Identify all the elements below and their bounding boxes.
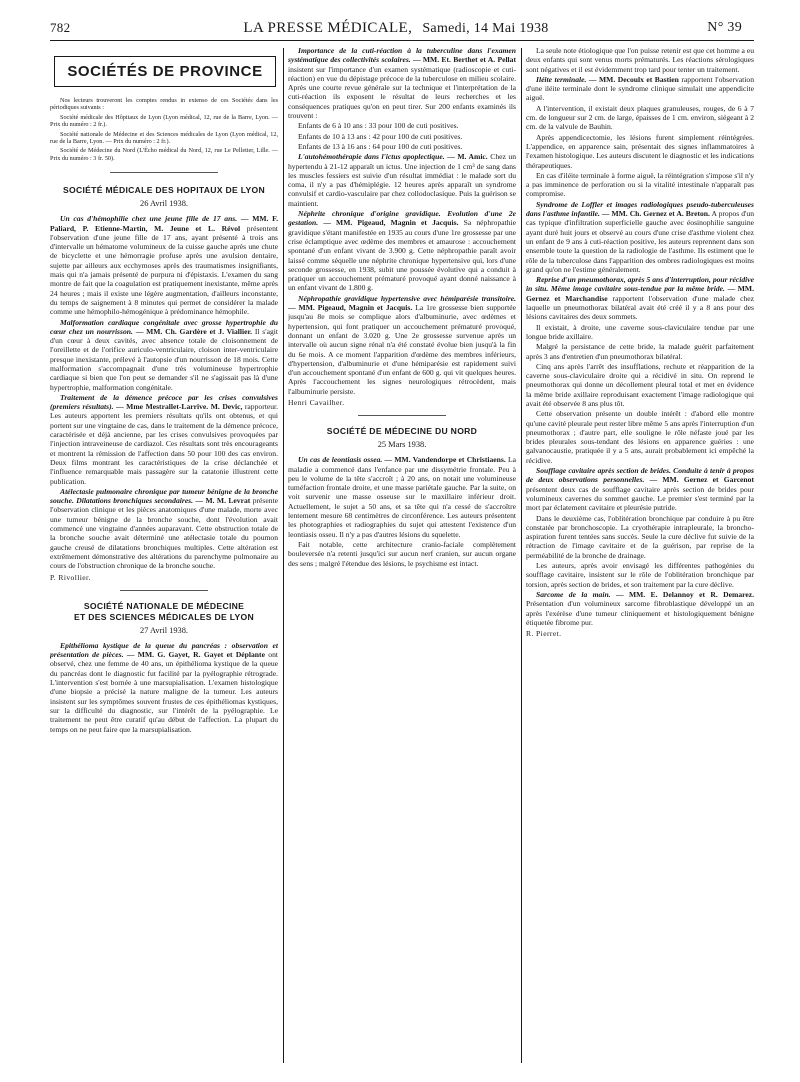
article-title: Atélectasie pulmonaire chronique par tumeur bénigne de la bronche souche. Dilatations bronchiques secondaires. (50, 486, 278, 506)
article-paragraph (526, 200, 754, 274)
article-title: Iléite terminale. (536, 74, 587, 84)
article-text: Cinq ans après l'arrêt des insufflations, rechute et réapparition de la caverne sous-claviculaire droite qui a récidivé in situ. On reprend le pneumothorax qui donne un décollement pleural total et met en évidence la même bride axillaire reproduisant exactement l'image radiologique qui avait été observée 8 ans plus tôt. (526, 361, 754, 408)
signature: Henri Cavailher. (288, 397, 345, 407)
article-paragraph (288, 46, 516, 120)
article-paragraph (526, 275, 754, 321)
society-title (50, 601, 278, 623)
stat-line: Enfants de 13 à 16 ans : 64 pour 100 de cuti positives. (298, 141, 463, 151)
article-authors: — MM. F. Paliard, P. Etienne-Martin, M. Jeune et L. Révol (50, 214, 278, 233)
article-title: Epithélioma kystique de la queue du pancréas : observation et présentation de pièces. (50, 640, 278, 660)
article-authors: — M. M. Levrat (195, 496, 251, 506)
article-authors: — MM. G. Gayet, R. Gayet et Déplante (126, 650, 265, 660)
article-title: Néphrite chronique d'origine gravidique. Evolution d'une 2e gestation. (288, 209, 516, 228)
article-text: présente l'observation clinique et les pièces anatomiques d'une malade, morte avec une tumeur bénigne de la bronche souche, dont l'évolution avait commencé une vingtaine d'années auparavant. Cette obstruction totale de la bronche souche avait déterminé une atélectasie totale du poumon gauche creusé de dilatations bronchiques multiples. Cette altération est extrêmement démonstrative des altérations du parenchyme pulmonaire au cours de l'obstruction chronique de la bronche souche. (50, 496, 278, 571)
article-text: A propos d'un cas typique d'infiltration superficielle gauche avec éosinophilie sanguine ayant duré huit jours et observé au cours d'une crise d'asthme violent chez un enfant de 9 ans à cuti-réaction positive, les auteurs reprennent dans son ensemble toute la question de la radiologie de l'asthme. Ils estiment que le rôle de la tuberculose dans l'apparition des ombres radiologiques est moins grand qu'on ne l'estime généralement. (526, 209, 754, 274)
society-title: SOCIÉTÉ DE MÉDECINE DU NORD (326, 426, 478, 437)
header-rule (50, 40, 754, 41)
page-number: 782 (50, 20, 71, 35)
article-paragraph (50, 641, 278, 734)
article-paragraph (288, 209, 516, 293)
signature: R. Pierret. (526, 629, 562, 639)
article-text: rapportent l'observation d'une malade chez laquelle un pneumothorax bilatéral avait été créé il y a 8 ans pour des lésions cavitaires des deux sommets. (526, 293, 754, 322)
divider (358, 415, 446, 416)
article-authors: — MM. Gernez et Garcenot (649, 475, 754, 485)
article-paragraph (50, 318, 278, 392)
column-3 (526, 46, 754, 1066)
article-authors: — MM. Pigeaud, Magnin et Jacquis. (323, 218, 459, 228)
article-text: rapportent l'observation d'une iléite terminale dont le syndrome clinique simulait une appendicite aiguë. (526, 74, 754, 103)
article-text: En cas d'iléite terminale à forme aiguë, la réintégration s'impose s'il n'y a pas imminence de perforation ou si la vitalité intestinale n'apparaît pas compromise. (526, 170, 754, 199)
article-text: A l'intervention, il existait deux plaques granuleuses, rouges, de 6 à 7 cm. de longueur sur 2 cm. de large, épaisses de 1 cm. environ, siégeant à 2 cm. de la valvule de Bauhin. (526, 103, 754, 132)
article-authors: — MM. Et. Berthet et A. Pellat (413, 55, 516, 65)
article-paragraph (526, 590, 754, 627)
masthead-line (50, 20, 742, 37)
notice-item: Société nationale de Médecine et des Sciences médicales de Lyon (Lyon médical, 12, rue de la Barre, Lyon. — Prix du numéro : 2 fr.). (50, 130, 278, 146)
issue-number: N° 39 (707, 20, 742, 35)
stat-line: Enfants de 6 à 10 ans : 33 pour 100 de cuti positives. (298, 121, 459, 131)
section-title: SOCIÉTÉS DE PROVINCE (67, 63, 263, 80)
article-authors: — MM. Gernez et Marchandise (526, 284, 754, 303)
article-paragraph (526, 75, 754, 103)
meeting-date: 26 Avril 1938. (140, 199, 188, 209)
column-divider-2 (521, 48, 522, 1063)
column-divider-1 (283, 48, 284, 1063)
article-text: Dans le deuxième cas, l'oblitération bronchique par conduire à pu être constatée par bronchoscopie. La cryothérapie intrapleurale, la broncho-aspiration furent tentées sans succès. Seule la cure déclive fut suivie de la rétraction de l'image cavitaire et de la guérison, par reprise de la perméabilité de la bronche de drainage. (526, 513, 754, 560)
article-text: insistent sur l'importance d'un examen systématique (radioscopie et cuti-réaction) en vue du dépistage précoce de la tuberculose en milieu scolaire. Après une courte revue générale sur la technique et l'interprétation de la cuti-réaction ils exposent le résultat de leurs recherches et les conséquences pratiques qu'on en peut tirer. Sur 200 enfants examinés ils trouvent : (288, 64, 516, 121)
article-paragraph (50, 393, 278, 486)
society-title-line: SOCIÉTÉ NATIONALE DE MÉDECINE (83, 600, 245, 611)
running-head (50, 20, 742, 38)
article-title: Malformation cardiaque congénitale avec grosse hypertrophie du cœur chez un nourrisson. (50, 317, 278, 336)
notice-block (50, 97, 278, 162)
article-paragraph (288, 455, 516, 539)
article-text: Chez un hypertendu à 21-12 apparaît un ictus. Une injection de 1 cm³ de sang dans les muscles fessiers est suivie d'un résultat immédiat : le malade sort du coma, il n'y a pas d'hémiplégie. 12 heures après apparaît un syndrome convulsif et cardio-vasculaire par chez collodoclasique. Puis la guérison se maintient. (288, 152, 516, 208)
article-authors: — MM. Pigeaud, Magnin et Jacquis. (288, 303, 413, 313)
journal-name: LA PRESSE MÉDICALE, (243, 20, 413, 36)
article-title: Reprise d'un pneumothorax, après 5 ans d'interruption, pour récidive in situ. Même image cavitaire sous-tendue par la même bride. (526, 275, 754, 294)
article-authors: — MM. Ch. Gardère et J. Viallier. (135, 326, 253, 336)
article-title: Un cas de leontiasis ossea. (298, 455, 383, 465)
article-text: La seule note étiologique que l'on puisse retenir est que cet homme a eu deux enfants qui sont venus morts prématurés. Les réactions sérologiques sont négatives et il est évidemment trop tard pour tenter un traitement. (526, 46, 754, 74)
article-text: Cette observation présente un double intérêt : d'abord elle montre qu'une cavité pleurale peut rester libre même 5 ans après l'interruption d'un pneumothorax ; d'autre part, elle souligne le rôle néfaste joué par les brides pleurales sous-tendant des lésions en apparence guéries : une galvanocaustie, pratiquée il y a 5 ans, aurait probablement ici empêché la récidive. (526, 409, 754, 465)
article-text: Il existait, à droite, une caverne sous-claviculaire tendue par une longue bride axillaire. (526, 322, 754, 341)
article-title: Traitement de la démence précoce par les crises convulsives (premiers résultats). (50, 392, 278, 412)
issue-date: Samedi, 14 Mai 1938 (422, 21, 549, 36)
article-text: rapporteur. Les auteurs apportent les premiers résultats qu'ils ont obtenus, et qui portent sur une vingtaine de cas, dans le traitement de la démence précoce, caractérisée et déjà ancienne, par les crises convulsives provoquées par l'injection intraveineuse de cardiazol. Ces résultats sont très encourageants et montrent la rémission de l'affection dans 50 pour 100 des cas environ. Deux films montrant les caractéristiques de la crise déclanchée et l'influence remarquable mais passagère sur la catatonie illustrent cette publication. (50, 402, 278, 486)
signature: P. Rivollier. (50, 572, 91, 582)
notice-intro: Nos lecteurs trouveront les comptes rendus in extenso de ces Sociétés dans les périodiques suivants : (50, 97, 278, 112)
article-text: Fait notable, cette architecture cranio-faciale complètement bouleversée n'a retenti jusqu'ici sur aucun nerf cranien, sur aucun organe des sens ; malgré l'étendue des lésions, le psychisme est intact. (288, 539, 516, 568)
article-text: Présentation d'un volumineux sarcome fibroblastique développé un an après l'exérèse d'une tumeur cliniquement et histologiquement bénigne étiquetée fibrome pur. (526, 599, 754, 627)
notice-item: Société médicale des Hôpitaux de Lyon (Lyon médical, 12, rue de la Barre, Lyon. — Prix du numéro : 2 fr.). (50, 113, 278, 129)
article-title: Sarcome de la main. (536, 589, 611, 599)
article-text: présentent l'observation d'une jeune fille de 17 ans, ayant présenté à trois ans d'intervalle un hématome volumineux de la cuisse gauche après une chute de bicyclette et une hémorragie profuse après une avulsion dentaire, sujette par ailleurs aux ecchymoses après des traumatismes insignifiants, mais qui n'a jamais présenté de purpura ni d'épistaxis. L'examen du sang montre de fait que la coagulation est pratiquement inexistante, même après 24 heures ; mais il existe une légère augmentation, d'ailleurs inconstante, du temps de saignement à 8 minutes qui permet de considérer la malade comme une hémophilo-hémogénique à prédominance hémophile. (50, 223, 278, 317)
article-authors: — MM. Ch. Gernez et A. Breton. (601, 209, 710, 219)
section-title-box (54, 56, 276, 87)
article-title: L'autohémothérapie dans l'ictus apoplectique. (298, 152, 445, 162)
article-text: Il s'agit d'un cœur à deux cavités, avec absence totale de cloisonnement de l'oreillette et de l'orifice auriculo-ventriculaire, cloison inter-ventriculaire presque inexistante, prélevé à l'autopsie d'un nourrisson de 18 mois. Cette malformation s'accompagnait d'une très volumineuse hypertrophie cardiaque si bien que l'on peut se demander s'il ne s'agissait pas là d'une hypertrophie, malformation congénitale. (50, 326, 278, 392)
article-title: Syndrome de Loffler et images radiologiques pseudo-tuberculeuses dans l'asthme infantile. (526, 199, 754, 219)
article-authors: — MM. Decoulx et Bastien (588, 74, 679, 84)
article-paragraph (50, 487, 278, 571)
article-text: Les auteurs, après avoir envisagé les différentes pathogénies du soufflage cavitaire, insistent sur le rôle de l'oblitération bronchique par torsion, après section de brides, et son traitement par la cure déclive. (526, 561, 754, 589)
article-paragraph (526, 466, 754, 512)
article-title: Néphropathie gravidique hypertensive avec hémiparésie transitoire. (298, 293, 516, 303)
article-title: Un cas d'hémophilie chez une jeune fille de 17 ans. (60, 214, 238, 224)
article-text: Sa néphropathie gravidique s'étant manifestée en 1935 au cours d'une 1re grossesse par une crise éclamptique avec œdème des membres et amaurose : accouchement spontané d'un enfant vivant de 3.900 g. Cette néphropathie paraît avoir laissé comme séquelle une néphrite chronique hypertensive qui, lors d'une seconde grossesse, en 1938, subit une poussée évolutive qui a conduit à pratiquer un accouchement prématuré provoqué ayant donné naissance à un enfant vivant de 1.800 g. (288, 218, 516, 293)
column-1 (50, 46, 278, 1066)
article-text: La maladie a commencé dans l'enfance par une dissymétrie frontale. Peu à peu le volume de la tête s'accroît ; à 20 ans, on notait une volumineuse tuméfaction frontale droite, et une masse pariétale gauche. Par la suite, on voit survenir une masse osseuse sur le maxillaire inférieur droit. Actuellement, le sujet a 50 ans, et sa tête qui n'a cessé de s'accroître lentement mesure 68 centimètres de circonférence. Les auteurs présentent les photographies et radiographies du sujet qui attestent l'existence d'un leontiasis osseu. Il n'y a pas d'autres lésions du squelette. (288, 455, 516, 539)
divider (120, 590, 208, 591)
article-authors: — M. Amic. (447, 152, 488, 162)
article-paragraph (50, 214, 278, 316)
article-paragraph (288, 294, 516, 396)
society-title-line: ET DES SCIENCES MÉDICALES DE LYON (73, 611, 255, 622)
article-title: Importance de la cuti-réaction à la tuberculine dans l'examen systématique des collectivités scolaires. (288, 46, 516, 65)
article-text: présentent deux cas de soufflage cavitaire après section de brides pour volumineux cavernes du sommet gauche. Le premier s'est terminé par la mort par éclatement cavitaire et pleurésie putride. (526, 484, 754, 513)
article-paragraph (288, 152, 516, 208)
divider (110, 172, 218, 173)
notice-item: Société de Médecine du Nord (L'Écho médical du Nord, 12, rue Le Pelletier, Lille. — Prix du numéro : 3 fr. 50). (50, 147, 278, 162)
article-text: La 1re grossesse bien supportée jusqu'au 8e mois se complique alors d'albuminurie, avec œdèmes et hypertension, qui font pratiquer un accouchement prématuré provoqué, donnant un enfant de 3.020 g. Une 2e grossesse survenue après un intervalle où aucun signe rénal n'a été constaté évolue bien jusqu'à la fin du 6e mois. A ce moment l'apparition d'œdème des membres inférieurs, d'hypertension, d'albuminurie et d'une hémiparésie est rapidement suivi d'un accouchement spontané d'un enfant de 600 g. qui vit quelques heures. Après l'accouchement les signes neurologiques rétrocèdent, mais l'albuminurie persiste. (288, 303, 516, 396)
article-authors: — MM. Vandendorpe et Christiaens. (384, 455, 506, 465)
article-authors: — MM. E. Delannoy et R. Demarez. (615, 589, 754, 599)
article-text: Après appendicectomie, les lésions furent simplement réintégrées. L'appendice, en apparence sain, présentait des signes inflammatoires à l'examen histologique. Les auteurs discutent le diagnostic et les indications thérapeutiques. (526, 132, 754, 170)
meeting-date: 25 Mars 1938. (377, 440, 427, 450)
article-title: Souffiage cavitaire après section de brides. Conduite à tenir à propos de deux observations personnelles. (526, 466, 754, 485)
column-2 (288, 46, 516, 1066)
meeting-date: 27 Avril 1938. (140, 625, 188, 635)
article-text: Malgré la persistance de cette bride, la malade guérit parfaitement après 3 ans d'entretien d'un pneumothorax bilatéral. (526, 342, 754, 361)
society-title: SOCIÉTÉ MÉDICALE DES HOPITAUX DE LYON (62, 185, 266, 196)
stat-line: Enfants de 10 à 13 ans : 42 pour 100 de cuti positives. (298, 131, 463, 141)
article-authors: — Mme Mestrallet-Larrive. M. Devic, (116, 402, 243, 412)
article-text: ont observé, chez une femme de 40 ans, un épithélioma kystique de la queue du pancréas dont le diagnostic fut facilité par la pyélographie rétrograde. L'intervention s'est bornée à une marsupialisation. L'examen histologique d'une biopsie a précisé la nature maligne de la tumeur. Les auteurs insistent sur les symptômes souvent frustes de ces épithéliomas kystiques, sur la difficulté du diagnostic, sur l'intérêt de la pyélographie. Le traitement ne peut être curatif qu'au début de l'affection. La plupart du temps on ne peut faire que la marsupialisation. (50, 650, 278, 734)
